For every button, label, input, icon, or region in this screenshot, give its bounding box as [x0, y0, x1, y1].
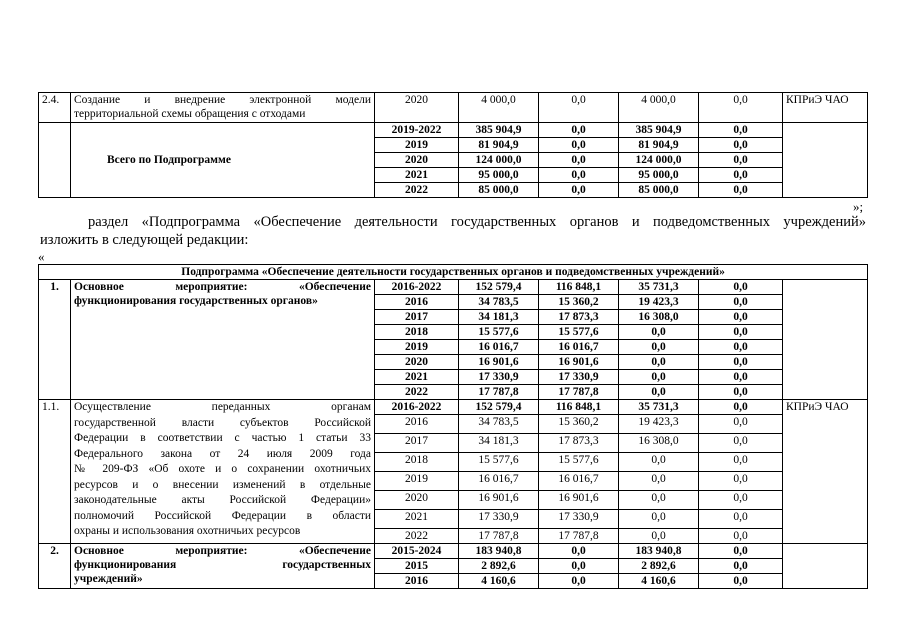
- federal-cell: 17 787,8: [539, 529, 619, 544]
- regional-cell: 0,0: [619, 472, 699, 491]
- row-number: 1.1.: [39, 400, 71, 544]
- federal-cell: 0,0: [539, 123, 619, 138]
- year-cell: 2015: [375, 559, 459, 574]
- other-cell: 0,0: [699, 153, 783, 168]
- federal-cell: 0,0: [539, 544, 619, 559]
- regional-cell: 35 731,3: [619, 400, 699, 415]
- regional-cell: 85 000,0: [619, 183, 699, 198]
- total-cell: 2 892,6: [459, 559, 539, 574]
- federal-cell: 17 330,9: [539, 370, 619, 385]
- regional-cell: 19 423,3: [619, 295, 699, 310]
- description-line: Федерации в соответствии с частью 1 статьи 33: [74, 432, 371, 444]
- table-previous-subprogram: [38, 92, 868, 198]
- table-row: [39, 280, 868, 295]
- row-description: [71, 400, 375, 544]
- other-cell: 0,0: [699, 168, 783, 183]
- federal-cell: 15 360,2: [539, 415, 619, 434]
- description-line: Основное мероприятие: «Обеспечение: [74, 281, 371, 293]
- total-cell: 152 579,4: [459, 400, 539, 415]
- other-cell: 0,0: [699, 434, 783, 453]
- federal-cell: 17 873,3: [539, 434, 619, 453]
- row-number: 1.: [39, 280, 71, 400]
- regional-cell: 0,0: [619, 355, 699, 370]
- year-cell: 2018: [375, 325, 459, 340]
- federal-cell: 16 901,6: [539, 355, 619, 370]
- year-cell: 2020: [375, 93, 459, 123]
- total-cell: 15 577,6: [459, 453, 539, 472]
- description-line: территориальной схемы обращения с отходами: [74, 108, 306, 120]
- regional-cell: 183 940,8: [619, 544, 699, 559]
- total-cell: 15 577,6: [459, 325, 539, 340]
- regional-cell: 4 160,6: [619, 574, 699, 589]
- year-cell: 2020: [375, 355, 459, 370]
- federal-cell: 15 577,6: [539, 325, 619, 340]
- regional-cell: 95 000,0: [619, 168, 699, 183]
- total-cell: 4 160,6: [459, 574, 539, 589]
- total-cell: 152 579,4: [459, 280, 539, 295]
- year-cell: 2021: [375, 168, 459, 183]
- federal-cell: 17 787,8: [539, 385, 619, 400]
- total-cell: 17 787,8: [459, 529, 539, 544]
- description-line: Основное мероприятие: «Обеспечение: [74, 545, 371, 557]
- regional-cell: 2 892,6: [619, 559, 699, 574]
- year-cell: 2019: [375, 138, 459, 153]
- regional-cell: 81 904,9: [619, 138, 699, 153]
- description-line: охраны и использования охотничьих ресурсов: [74, 525, 301, 537]
- description-line: Осуществление переданных органам: [74, 401, 371, 413]
- other-cell: 0,0: [699, 355, 783, 370]
- executor-cell: КПРиЭ ЧАО: [783, 93, 868, 123]
- paragraph-line-2: изложить в следующей редакции:: [40, 232, 249, 248]
- other-cell: 0,0: [699, 510, 783, 529]
- other-cell: 0,0: [699, 325, 783, 340]
- federal-cell: 116 848,1: [539, 400, 619, 415]
- paragraph-line-1: раздел «Подпрограмма «Обеспечение деятельности государственных органов и подведомственных учреждений»: [88, 214, 866, 230]
- federal-cell: 15 360,2: [539, 295, 619, 310]
- regional-cell: 16 308,0: [619, 434, 699, 453]
- total-cell: 385 904,9: [459, 123, 539, 138]
- description-line: законодательные акты Российской Федерации»: [74, 494, 371, 506]
- row-description: [71, 544, 375, 589]
- table-title-row: [39, 265, 868, 280]
- year-cell: 2022: [375, 183, 459, 198]
- regional-cell: 0,0: [619, 453, 699, 472]
- total-cell: 34 181,3: [459, 310, 539, 325]
- year-cell: 2022: [375, 385, 459, 400]
- total-cell: 34 181,3: [459, 434, 539, 453]
- year-cell: 2017: [375, 434, 459, 453]
- other-cell: 0,0: [699, 310, 783, 325]
- other-cell: 0,0: [699, 138, 783, 153]
- total-cell: 16 901,6: [459, 491, 539, 510]
- total-cell: 4 000,0: [459, 93, 539, 123]
- other-cell: 0,0: [699, 472, 783, 491]
- federal-cell: 16 901,6: [539, 491, 619, 510]
- federal-cell: 116 848,1: [539, 280, 619, 295]
- other-cell: 0,0: [699, 415, 783, 434]
- total-cell: 34 783,5: [459, 295, 539, 310]
- year-cell: 2019: [375, 472, 459, 491]
- description-line: полномочий Российской Федерации в области: [74, 509, 371, 522]
- other-cell: 0,0: [699, 400, 783, 415]
- regional-cell: 0,0: [619, 510, 699, 529]
- other-cell: 0,0: [699, 453, 783, 472]
- table-row: [39, 123, 868, 138]
- total-cell: 95 000,0: [459, 168, 539, 183]
- year-cell: 2016-2022: [375, 400, 459, 415]
- federal-cell: 16 016,7: [539, 472, 619, 491]
- total-cell: 124 000,0: [459, 153, 539, 168]
- regional-cell: 385 904,9: [619, 123, 699, 138]
- other-cell: 0,0: [699, 385, 783, 400]
- year-cell: 2018: [375, 453, 459, 472]
- other-cell: 0,0: [699, 559, 783, 574]
- total-label: Всего по Подпрограмме: [71, 123, 375, 198]
- other-cell: 0,0: [699, 280, 783, 295]
- description-line: ресурсов и о внесении изменений в отдельные: [74, 478, 371, 491]
- executor-cell: КПРиЭ ЧАО: [783, 400, 868, 544]
- other-cell: 0,0: [699, 123, 783, 138]
- description-line: учреждений»: [74, 573, 143, 585]
- row-description: [71, 93, 375, 123]
- total-cell: 81 904,9: [459, 138, 539, 153]
- regional-cell: 19 423,3: [619, 415, 699, 434]
- federal-cell: 15 577,6: [539, 453, 619, 472]
- year-cell: 2015-2024: [375, 544, 459, 559]
- federal-cell: 0,0: [539, 559, 619, 574]
- other-cell: 0,0: [699, 574, 783, 589]
- federal-cell: 0,0: [539, 183, 619, 198]
- regional-cell: 16 308,0: [619, 310, 699, 325]
- year-cell: 2020: [375, 153, 459, 168]
- total-cell: 16 016,7: [459, 472, 539, 491]
- federal-cell: 0,0: [539, 138, 619, 153]
- opening-quote: «: [38, 249, 45, 264]
- other-cell: 0,0: [699, 93, 783, 123]
- regional-cell: 35 731,3: [619, 280, 699, 295]
- federal-cell: 0,0: [539, 153, 619, 168]
- description-line: функционирования государственных органов»: [74, 295, 318, 307]
- total-cell: 17 787,8: [459, 385, 539, 400]
- regional-cell: 0,0: [619, 529, 699, 544]
- total-cell: 183 940,8: [459, 544, 539, 559]
- regional-cell: 0,0: [619, 370, 699, 385]
- federal-cell: 0,0: [539, 168, 619, 183]
- federal-cell: 17 330,9: [539, 510, 619, 529]
- other-cell: 0,0: [699, 295, 783, 310]
- other-cell: 0,0: [699, 544, 783, 559]
- other-cell: 0,0: [699, 340, 783, 355]
- total-cell: 85 000,0: [459, 183, 539, 198]
- description-line: Создание и внедрение электронной модели: [74, 94, 371, 106]
- table-row: [39, 544, 868, 559]
- total-cell: 17 330,9: [459, 510, 539, 529]
- total-cell: 34 783,5: [459, 415, 539, 434]
- year-cell: 2016: [375, 415, 459, 434]
- description-line: Федерального закона от 24 июля 2009 года: [74, 447, 371, 460]
- row-number: 2.: [39, 544, 71, 589]
- subprogram-title: Подпрограмма «Обеспечение деятельности государственных органов и подведомственных учреждений»: [39, 265, 868, 280]
- row-description: [71, 280, 375, 400]
- year-cell: 2016: [375, 574, 459, 589]
- row-number: 2.4.: [39, 93, 71, 123]
- description-line: государственной власти субъектов Российской: [74, 416, 371, 429]
- year-cell: 2019: [375, 340, 459, 355]
- year-cell: 2021: [375, 370, 459, 385]
- other-cell: 0,0: [699, 183, 783, 198]
- table-row: [39, 400, 868, 415]
- regional-cell: 0,0: [619, 325, 699, 340]
- regional-cell: 0,0: [619, 340, 699, 355]
- other-cell: 0,0: [699, 370, 783, 385]
- other-cell: 0,0: [699, 491, 783, 510]
- total-cell: 16 901,6: [459, 355, 539, 370]
- regional-cell: 0,0: [619, 385, 699, 400]
- year-cell: 2021: [375, 510, 459, 529]
- table-subprogram-agencies: [38, 264, 868, 589]
- year-cell: 2019-2022: [375, 123, 459, 138]
- year-cell: 2020: [375, 491, 459, 510]
- federal-cell: 0,0: [539, 574, 619, 589]
- description-line: функционирования государственных: [74, 559, 371, 571]
- federal-cell: 16 016,7: [539, 340, 619, 355]
- year-cell: 2016-2022: [375, 280, 459, 295]
- federal-cell: 17 873,3: [539, 310, 619, 325]
- year-cell: 2017: [375, 310, 459, 325]
- total-cell: 17 330,9: [459, 370, 539, 385]
- federal-cell: 0,0: [539, 93, 619, 123]
- year-cell: 2022: [375, 529, 459, 544]
- description-line: № 209-ФЗ «Об охоте и о сохранении охотничьих: [74, 463, 371, 475]
- table-row: [39, 93, 868, 123]
- closing-quote: »;: [853, 199, 864, 214]
- other-cell: 0,0: [699, 529, 783, 544]
- regional-cell: 4 000,0: [619, 93, 699, 123]
- total-cell: 16 016,7: [459, 340, 539, 355]
- regional-cell: 124 000,0: [619, 153, 699, 168]
- regional-cell: 0,0: [619, 491, 699, 510]
- year-cell: 2016: [375, 295, 459, 310]
